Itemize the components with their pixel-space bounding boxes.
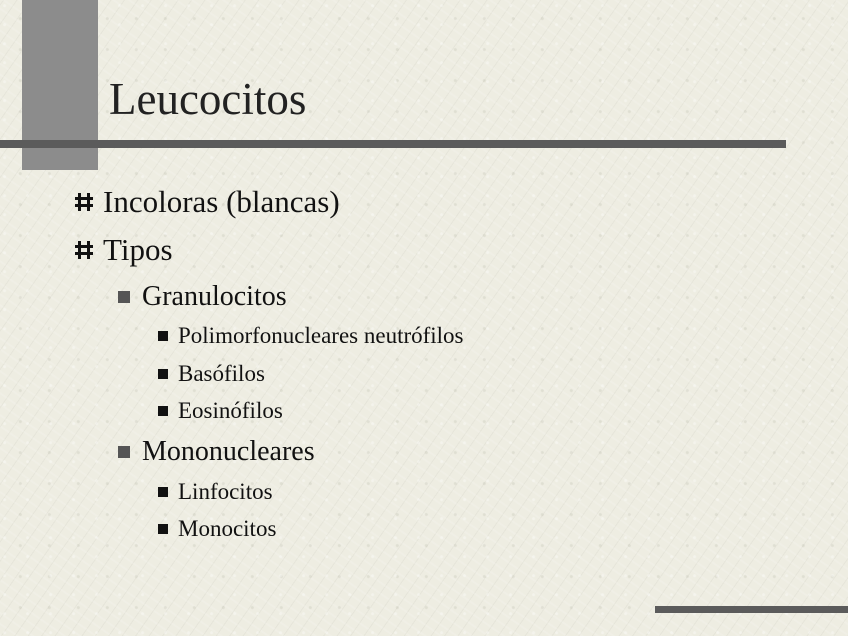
square-bullet-icon xyxy=(118,291,130,303)
hash-bullet-icon xyxy=(74,240,94,260)
bullet-eosinofilos xyxy=(158,397,283,425)
bullet-incoloras xyxy=(74,184,340,220)
bullet-text: Linfocitos xyxy=(178,479,273,504)
footer-divider-rule xyxy=(655,606,848,613)
bullet-text: Tipos xyxy=(103,232,173,267)
square-bullet-icon xyxy=(158,406,168,416)
bullet-basofilos xyxy=(158,360,265,388)
bullet-polimorfonucleares xyxy=(158,322,464,350)
square-bullet-icon xyxy=(118,446,130,458)
bullet-mononucleares xyxy=(118,436,315,468)
bullet-text: Granulocitos xyxy=(142,281,287,312)
bullet-tipos xyxy=(74,232,173,268)
square-bullet-icon xyxy=(158,369,168,379)
bullet-text: Basófilos xyxy=(178,361,265,386)
hash-bullet-icon xyxy=(74,192,94,212)
bullet-linfocitos xyxy=(158,478,273,506)
square-bullet-icon xyxy=(158,524,168,534)
title-divider-rule xyxy=(0,140,786,148)
bullet-text: Polimorfonucleares neutrófilos xyxy=(178,323,464,348)
bullet-text: Mononucleares xyxy=(142,436,315,467)
bullet-text: Eosinófilos xyxy=(178,398,283,423)
square-bullet-icon xyxy=(158,487,168,497)
bullet-text: Monocitos xyxy=(178,516,277,541)
bullet-text: Incoloras (blancas) xyxy=(103,184,340,219)
slide-title: Leucocitos xyxy=(109,74,307,124)
square-bullet-icon xyxy=(158,331,168,341)
bullet-monocitos xyxy=(158,515,276,543)
bullet-granulocitos xyxy=(118,281,287,313)
